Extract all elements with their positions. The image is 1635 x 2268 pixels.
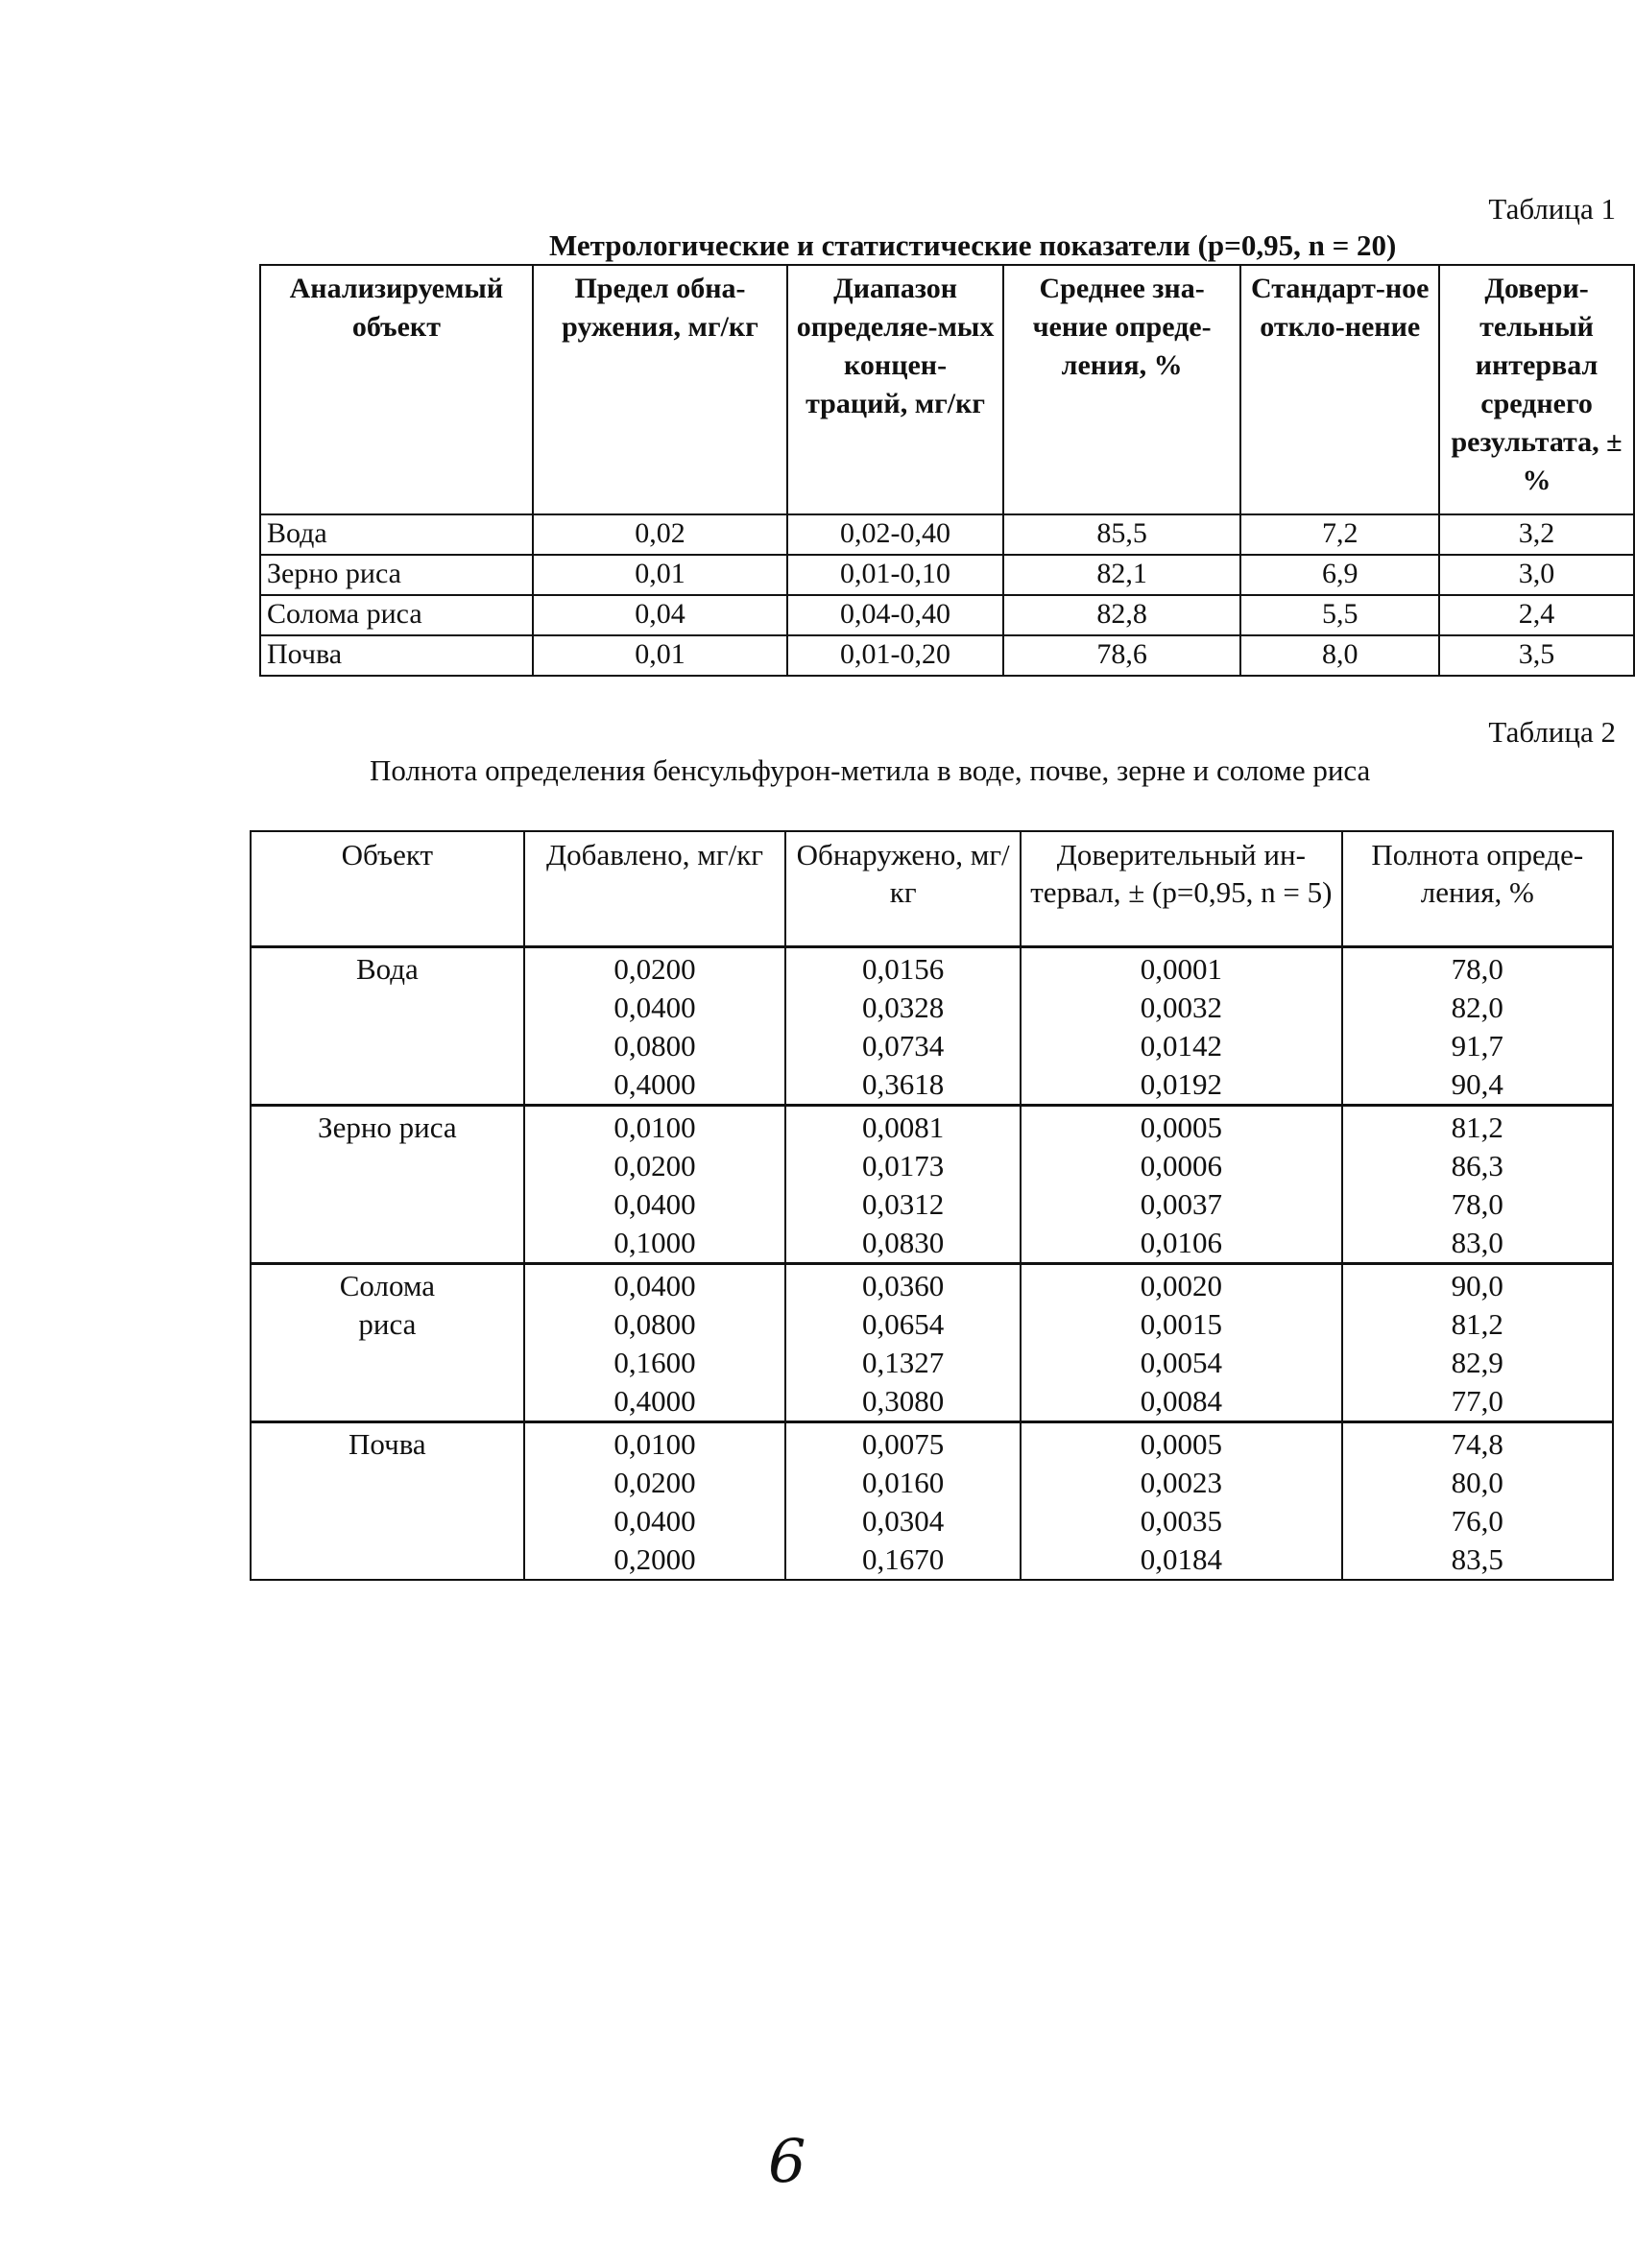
table1-cell: Вода: [260, 514, 533, 555]
table2-value: 0,0100: [613, 1427, 696, 1461]
table1-cell: 0,02-0,40: [787, 514, 1003, 555]
table1-cell: Зерно риса: [260, 555, 533, 595]
table1-row: [260, 635, 1634, 676]
table1-cell: 0,02: [533, 514, 787, 555]
table2-header-row: [251, 831, 1613, 947]
table1-cell: 82,1: [1003, 555, 1240, 595]
table2-value: 0,0328: [862, 991, 945, 1024]
table2-interval-cell: [1021, 1264, 1342, 1422]
table2-added-cell: [524, 1422, 786, 1581]
table2-value: 0,1600: [613, 1346, 696, 1379]
table2-value: 0,0800: [613, 1029, 696, 1062]
table1-row: [260, 555, 1634, 595]
table2-value: 0,0200: [613, 1466, 696, 1499]
table1-cell: 8,0: [1240, 635, 1439, 676]
table1-cell: 6,9: [1240, 555, 1439, 595]
table2-value: 0,0035: [1140, 1504, 1222, 1538]
table1-header-confidence: Довери-тельный интервал среднего результата, ±%: [1439, 265, 1634, 514]
table2-found-cell: [785, 1106, 1021, 1264]
table2-value: 82,9: [1451, 1346, 1503, 1379]
table2-group-row: [251, 1422, 1613, 1581]
table1-header-row: [260, 265, 1634, 514]
table2-value: 0,0400: [613, 1187, 696, 1221]
table1-header-detection-limit: Предел обна-ружения, мг/кг: [533, 265, 787, 514]
table2-value: 90,4: [1451, 1067, 1503, 1101]
table1-header-mean: Среднее зна-чение опреде-ления, %: [1003, 265, 1240, 514]
table2-value: 0,0015: [1140, 1307, 1222, 1341]
table2-added-cell: [524, 1106, 786, 1264]
table2-found-cell: [785, 947, 1021, 1106]
table2-value: 0,0734: [862, 1029, 945, 1062]
table2-group-row: [251, 1264, 1613, 1422]
table2-value: 81,2: [1451, 1110, 1503, 1144]
table2-value: 0,0054: [1140, 1346, 1222, 1379]
table2-header-object: Объект: [251, 831, 524, 947]
table2-interval-cell: [1021, 1106, 1342, 1264]
table2-value: 0,0312: [862, 1187, 945, 1221]
table2-value: 0,1670: [862, 1542, 945, 1576]
table2-header-interval: Доверительный ин-тервал, ± (p=0,95, n = 5): [1021, 831, 1342, 947]
table2-found-cell: [785, 1264, 1021, 1422]
table2-recovery-cell: [1342, 1106, 1613, 1264]
table2-group-row: [251, 947, 1613, 1106]
table1-caption: Таблица 1: [1488, 192, 1616, 226]
table2-value: 83,0: [1451, 1226, 1503, 1259]
table2-value: 0,0156: [862, 952, 945, 986]
table1-cell: 0,04-0,40: [787, 595, 1003, 635]
table2-body: [251, 947, 1613, 1581]
table2-value: 0,0075: [862, 1427, 945, 1461]
table2-value: 0,0100: [613, 1110, 696, 1144]
table1-cell: 0,01-0,20: [787, 635, 1003, 676]
table2-value: 0,0192: [1140, 1067, 1222, 1101]
table2-recovery-cell: [1342, 947, 1613, 1106]
table1-cell: 2,4: [1439, 595, 1634, 635]
table2-header-found: Обнаружено, мг/кг: [785, 831, 1021, 947]
table1-cell: 0,01-0,10: [787, 555, 1003, 595]
table2-value: 0,0173: [862, 1149, 945, 1182]
table2-interval-cell: [1021, 947, 1342, 1106]
table2-value: 0,0184: [1140, 1542, 1222, 1576]
table1-cell: 7,2: [1240, 514, 1439, 555]
table2-value: 81,2: [1451, 1307, 1503, 1341]
table2-value: 76,0: [1451, 1504, 1503, 1538]
table2-value: 0,4000: [613, 1384, 696, 1418]
table2-value: 0,0400: [613, 991, 696, 1024]
table2-found-cell: [785, 1422, 1021, 1581]
table2-group-row: [251, 1106, 1613, 1264]
table2-caption: Таблица 2: [1488, 715, 1616, 749]
table2-value: 77,0: [1451, 1384, 1503, 1418]
table2-value: 0,0360: [862, 1269, 945, 1302]
table1-title: Метрологические и статистические показатели (p=0,95, n = 20): [549, 228, 1397, 262]
table2-value: 86,3: [1451, 1149, 1503, 1182]
table2-value: 90,0: [1451, 1269, 1503, 1302]
table1-cell: Почва: [260, 635, 533, 676]
table2-value: 0,0020: [1140, 1269, 1222, 1302]
table1-metrological-indicators: [259, 264, 1635, 677]
table2-value: 74,8: [1451, 1427, 1503, 1461]
table2-value: 0,0304: [862, 1504, 945, 1538]
table2-value: 0,0200: [613, 1149, 696, 1182]
table2-value: 0,0006: [1140, 1149, 1222, 1182]
table2-value: 0,0001: [1140, 952, 1222, 986]
table2-value: 82,0: [1451, 991, 1503, 1024]
table2-value: 0,0084: [1140, 1384, 1222, 1418]
table2-value: 0,0400: [613, 1504, 696, 1538]
table2-recovery-cell: [1342, 1422, 1613, 1581]
table2-value: 0,0142: [1140, 1029, 1222, 1062]
table1-cell: 0,04: [533, 595, 787, 635]
table2-value: 0,1000: [613, 1226, 696, 1259]
table2-title: Полнота определения бенсульфурон-метила в воде, почве, зерне и соломе риса: [370, 753, 1371, 787]
table2-value: 0,0037: [1140, 1187, 1222, 1221]
table2-value: 0,2000: [613, 1542, 696, 1576]
table2-value: 0,0160: [862, 1466, 945, 1499]
table2-value: 80,0: [1451, 1466, 1503, 1499]
table1-cell: 5,5: [1240, 595, 1439, 635]
table2-value: 78,0: [1451, 952, 1503, 986]
table2-object-cell: Зерно риса: [251, 1106, 524, 1264]
table2-value: 0,0081: [862, 1110, 945, 1144]
table2-object-cell: Почва: [251, 1422, 524, 1581]
table2-object-cell: Вода: [251, 947, 524, 1106]
table2-value: 83,5: [1451, 1542, 1503, 1576]
table1-header-std-dev: Стандарт-ное откло-нение: [1240, 265, 1439, 514]
table2-added-cell: [524, 1264, 786, 1422]
table1-row: [260, 595, 1634, 635]
table2-value: 0,0023: [1140, 1466, 1222, 1499]
table2-value: 91,7: [1451, 1029, 1503, 1062]
table1-cell: 85,5: [1003, 514, 1240, 555]
table2-value: 0,0032: [1140, 991, 1222, 1024]
table2-recovery-cell: [1342, 1264, 1613, 1422]
table2-recovery: [250, 830, 1614, 1581]
table1-cell: Солома риса: [260, 595, 533, 635]
table2-value: 0,0005: [1140, 1427, 1222, 1461]
table1-cell: 3,0: [1439, 555, 1634, 595]
table2-value: 0,0654: [862, 1307, 945, 1341]
table1-cell: 3,5: [1439, 635, 1634, 676]
table2-value: 0,1327: [862, 1346, 945, 1379]
table1-cell: 78,6: [1003, 635, 1240, 676]
table2-value: 0,4000: [613, 1067, 696, 1101]
table1-cell: 82,8: [1003, 595, 1240, 635]
table2-value: 0,0200: [613, 952, 696, 986]
table2-value: 78,0: [1451, 1187, 1503, 1221]
table2-object-cell: Солома риса: [251, 1264, 524, 1422]
table1-cell: 0,01: [533, 635, 787, 676]
table2-value: 0,0830: [862, 1226, 945, 1259]
page-number: 6: [768, 2126, 806, 2196]
table1-header-object: Анализируемый объект: [260, 265, 533, 514]
table2-header-recovery: Полнота опреде-ления, %: [1342, 831, 1613, 947]
table1-cell: 0,01: [533, 555, 787, 595]
table1-header-range: Диапазон определяе-мых концен-траций, мг/кг: [787, 265, 1003, 514]
table2-value: 0,3080: [862, 1384, 945, 1418]
table2-value: 0,0005: [1140, 1110, 1222, 1144]
table2-value: 0,0800: [613, 1307, 696, 1341]
table2-header-added: Добавлено, мг/кг: [524, 831, 786, 947]
table2-value: 0,3618: [862, 1067, 945, 1101]
table2-value: 0,0400: [613, 1269, 696, 1302]
table2-interval-cell: [1021, 1422, 1342, 1581]
table1-cell: 3,2: [1439, 514, 1634, 555]
table2-value: 0,0106: [1140, 1226, 1222, 1259]
table1-row: [260, 514, 1634, 555]
table2-added-cell: [524, 947, 786, 1106]
